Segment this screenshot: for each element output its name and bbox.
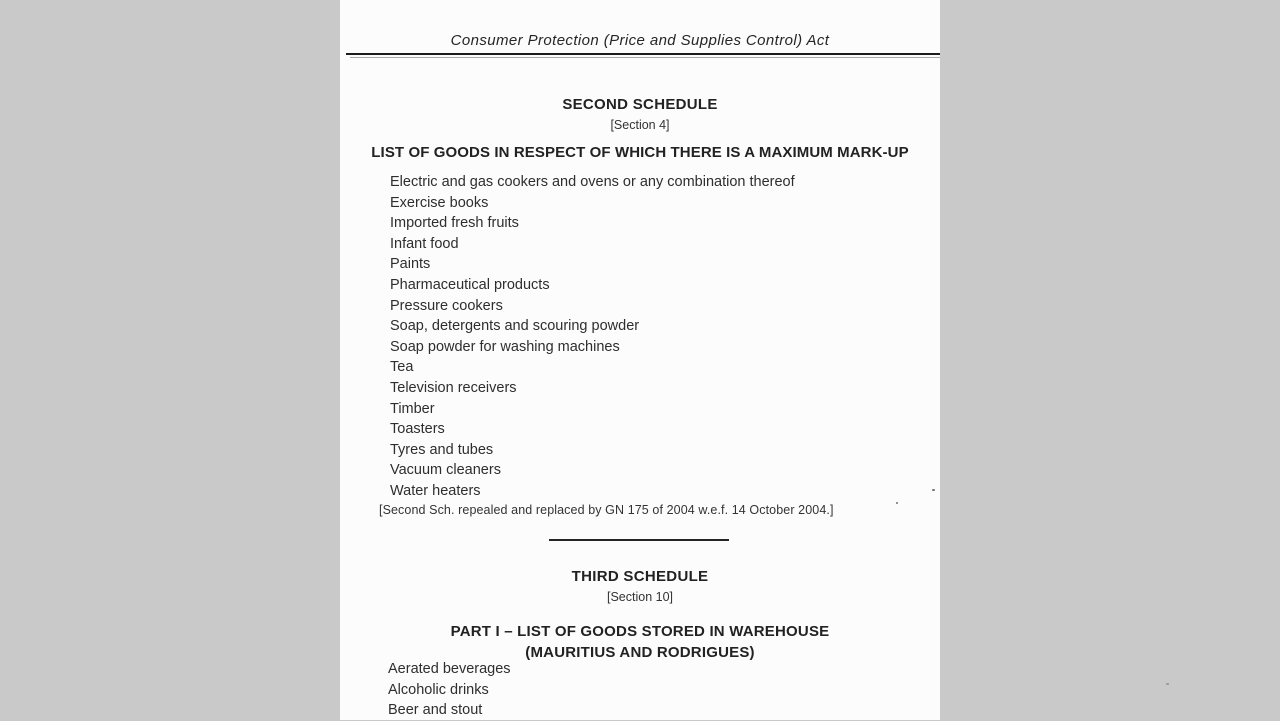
goods-list-item: Pressure cookers — [390, 297, 503, 314]
goods-list-item: Aerated beverages — [388, 661, 511, 677]
scan-speck — [896, 502, 898, 504]
goods-list-item: Beer and stout — [388, 702, 483, 719]
goods-list-item: Water heaters — [390, 482, 481, 499]
third-schedule-goods-list — [388, 659, 920, 721]
goods-list-item: Electric and gas cookers and ovens or any combination thereof — [390, 174, 795, 190]
scan-speck — [932, 489, 935, 491]
second-schedule-section-ref: [Section 4] — [610, 118, 670, 132]
goods-list-item: Infant food — [390, 235, 459, 252]
goods-list-item: Timber — [390, 400, 435, 417]
third-schedule-section-ref: [Section 10] — [606, 590, 673, 604]
goods-list-item: Imported fresh fruits — [390, 215, 519, 232]
goods-list-item: Pharmaceutical products — [390, 276, 550, 293]
document-page — [340, 0, 940, 720]
second-schedule-heading: LIST OF GOODS IN RESPECT OF WHICH THERE IS A MAXIMUM MARK-UP — [371, 144, 909, 161]
goods-list-item: Tea — [390, 359, 414, 376]
goods-list-item: Toasters — [390, 421, 445, 438]
goods-list-item: Soap, detergents and scouring powder — [390, 318, 640, 335]
goods-list-item: Paints — [390, 256, 431, 273]
goods-list-item: Tyres and tubes — [390, 441, 494, 458]
separator-rule — [549, 539, 729, 541]
third-schedule-title: THIRD SCHEDULE — [571, 568, 709, 585]
amendment-footnote: [Second Sch. repealed and replaced by GN 175 of 2004 w.e.f. 14 October 2004.] — [379, 503, 834, 517]
goods-list-item: Television receivers — [390, 379, 517, 396]
second-schedule-title: SECOND SCHEDULE — [562, 96, 718, 113]
part-one-heading-line1: PART I – LIST OF GOODS STORED IN WAREHOUSE — [450, 623, 830, 640]
header-rule — [346, 53, 940, 55]
part-one-heading — [340, 621, 940, 663]
scan-speck — [1166, 683, 1169, 685]
part-one-heading-line2: (MAURITIUS AND RODRIGUES) — [525, 644, 755, 661]
goods-list-item: Vacuum cleaners — [390, 462, 501, 479]
running-head: Consumer Protection (Price and Supplies Control) Act — [450, 32, 830, 49]
goods-list-item: Exercise books — [390, 194, 489, 211]
second-schedule-goods-list — [390, 172, 920, 502]
goods-list-item: Alcoholic drinks — [388, 681, 489, 698]
goods-list-item: Soap powder for washing machines — [390, 338, 620, 355]
